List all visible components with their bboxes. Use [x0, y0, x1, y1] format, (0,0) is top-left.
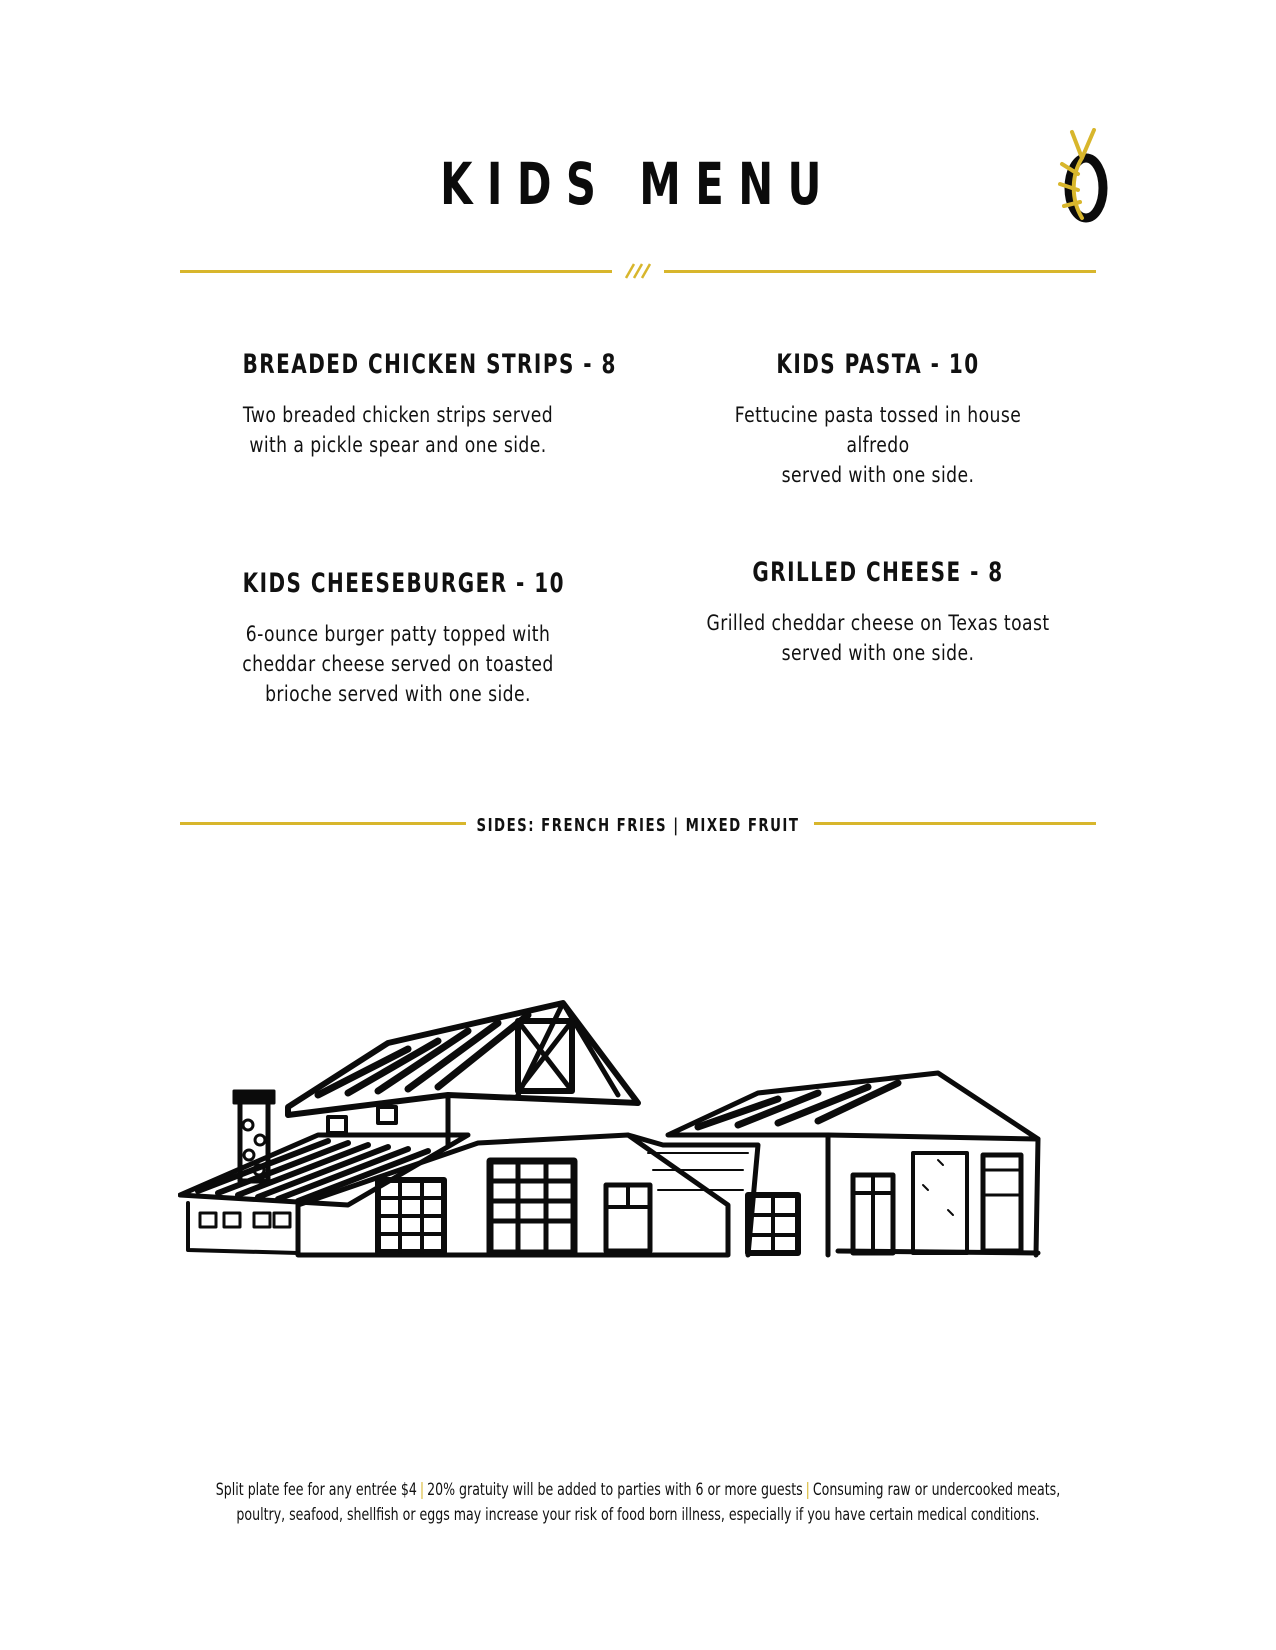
- sides-rule-right: [814, 822, 1096, 825]
- menu-item-name: KIDS CHEESEBURGER - 10: [242, 568, 566, 599]
- menu-item: [668, 349, 1088, 490]
- gratuity-text: 20% gratuity will be added to parties with 6 or more guests: [427, 1480, 803, 1500]
- barn-illustration-icon: [178, 995, 1098, 1265]
- menu-item-name: KIDS PASTA - 10: [776, 349, 980, 380]
- antler-o-logo-icon: [1052, 128, 1112, 224]
- menu-item: [188, 349, 617, 460]
- top-rule-left: [180, 270, 612, 273]
- menu-item: [668, 557, 1088, 668]
- menu-item-description: Two breaded chicken strips served with a pickle spear and one side.: [242, 403, 554, 457]
- footer-line-1: [166, 1478, 1110, 1503]
- footer-separator: |: [805, 1480, 810, 1500]
- footer-separator: |: [419, 1480, 425, 1500]
- footer-line-2: poultry, seafood, shellfish or eggs may increase your risk of food born illness, especially if you have certain medical conditions.: [236, 1505, 1040, 1525]
- divider-ornament-icon: [622, 262, 654, 280]
- footer-notice: [166, 1478, 1110, 1528]
- split-fee-text: Split plate fee for any entrée $4: [215, 1480, 417, 1500]
- menu-item-description: 6-ounce burger patty topped with cheddar cheese served on toasted brioche served with one side.: [242, 622, 554, 706]
- top-rule-right: [664, 270, 1096, 273]
- menu-item-name: GRILLED CHEESE - 8: [752, 557, 1004, 588]
- menu-item: [188, 568, 608, 709]
- warning-text-1: Consuming raw or undercooked meats,: [812, 1480, 1061, 1500]
- menu-title: KIDS MENU: [440, 150, 836, 218]
- sides-line: SIDES: FRENCH FRIES | MIXED FRUIT: [476, 815, 800, 836]
- menu-item-name: BREADED CHICKEN STRIPS - 8: [242, 349, 617, 380]
- menu-item-description: Grilled cheddar cheese on Texas toast served with one side.: [706, 611, 1050, 665]
- menu-item-description: Fettucine pasta tossed in house alfredo served with one side.: [734, 403, 1022, 487]
